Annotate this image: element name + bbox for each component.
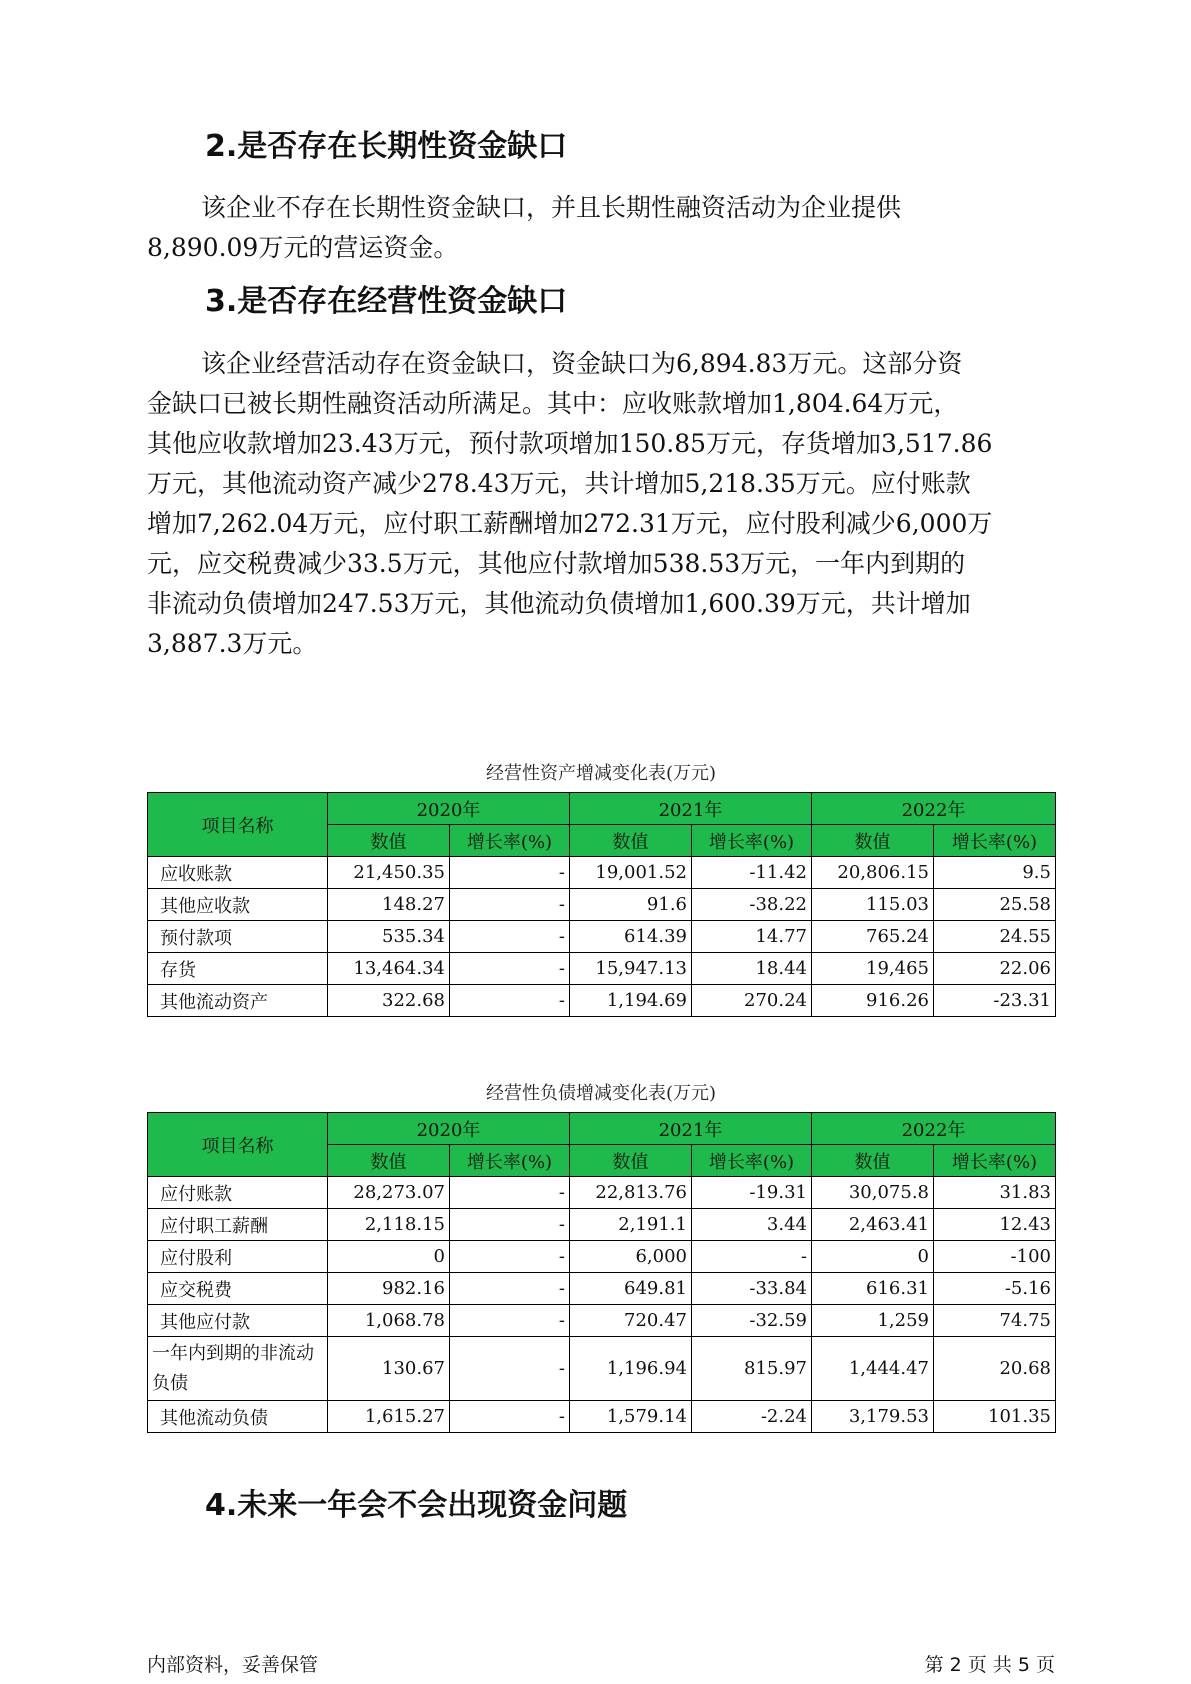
data-cell: 24.55 xyxy=(934,921,1056,953)
header-value: 数值 xyxy=(328,825,450,857)
data-cell: 322.68 xyxy=(328,985,450,1017)
data-cell: - xyxy=(450,1209,570,1241)
table-row xyxy=(148,889,1056,921)
paragraph-line: 该企业经营活动存在资金缺口，资金缺口为6,894.83万元。这部分资 xyxy=(201,349,963,378)
data-cell: - xyxy=(450,1337,570,1401)
data-cell: 1,194.69 xyxy=(570,985,692,1017)
assets-table xyxy=(147,792,1056,1017)
footer-page-number: 第 2 页 共 5 页 xyxy=(924,1654,1055,1676)
data-cell: -5.16 xyxy=(934,1273,1056,1305)
data-cell: -33.84 xyxy=(692,1273,812,1305)
row-label-cell: 应交税费 xyxy=(148,1273,328,1305)
data-cell: 28,273.07 xyxy=(328,1177,450,1209)
data-cell: 982.16 xyxy=(328,1273,450,1305)
data-cell: -38.22 xyxy=(692,889,812,921)
data-cell: 18.44 xyxy=(692,953,812,985)
data-cell: 6,000 xyxy=(570,1241,692,1273)
data-cell: 12.43 xyxy=(934,1209,1056,1241)
table-row xyxy=(148,953,1056,985)
section-3-paragraph xyxy=(147,344,1057,664)
header-value: 数值 xyxy=(812,1145,934,1177)
liabilities-table-caption: 经营性负债增减变化表(万元) xyxy=(485,1083,717,1104)
table-row xyxy=(148,1401,1056,1433)
header-growth: 增长率(%) xyxy=(934,825,1056,857)
data-cell: 616.31 xyxy=(812,1273,934,1305)
paragraph-line: 金缺口已被长期性融资活动所满足。其中：应收账款增加1,804.64万元， xyxy=(147,389,959,418)
header-item-name: 项目名称 xyxy=(148,1113,328,1177)
data-cell: 15,947.13 xyxy=(570,953,692,985)
data-cell: -23.31 xyxy=(934,985,1056,1017)
paragraph-line: 元，应交税费减少33.5万元，其他应付款增加538.53万元，一年内到期的 xyxy=(147,549,966,578)
header-growth: 增长率(%) xyxy=(450,1145,570,1177)
data-cell: 916.26 xyxy=(812,985,934,1017)
liabilities-table xyxy=(147,1112,1056,1433)
data-cell: -19.31 xyxy=(692,1177,812,1209)
data-cell: 148.27 xyxy=(328,889,450,921)
table-header-row xyxy=(148,1113,1056,1145)
data-cell: 614.39 xyxy=(570,921,692,953)
row-label-cell: 应付股利 xyxy=(148,1241,328,1273)
data-cell: -2.24 xyxy=(692,1401,812,1433)
data-cell: 22,813.76 xyxy=(570,1177,692,1209)
table-row xyxy=(148,857,1056,889)
table-row xyxy=(148,1305,1056,1337)
data-cell: 30,075.8 xyxy=(812,1177,934,1209)
row-label-cell: 其他应付款 xyxy=(148,1305,328,1337)
data-cell: 1,615.27 xyxy=(328,1401,450,1433)
header-year: 2020年 xyxy=(328,793,570,825)
data-cell: 20.68 xyxy=(934,1337,1056,1401)
data-cell: - xyxy=(450,1273,570,1305)
data-cell: 0 xyxy=(812,1241,934,1273)
row-label-cell: 应付职工薪酬 xyxy=(148,1209,328,1241)
data-cell: 1,579.14 xyxy=(570,1401,692,1433)
footer-confidential-note: 内部资料，妥善保管 xyxy=(147,1654,319,1676)
data-cell: 115.03 xyxy=(812,889,934,921)
paragraph-line: 8,890.09万元的营运资金。 xyxy=(147,233,459,262)
table-row xyxy=(148,985,1056,1017)
data-cell: 130.67 xyxy=(328,1337,450,1401)
paragraph-line: 其他应收款增加23.43万元，预付款项增加150.85万元，存货增加3,517.86 xyxy=(147,429,993,458)
header-growth: 增长率(%) xyxy=(934,1145,1056,1177)
data-cell: 1,259 xyxy=(812,1305,934,1337)
table-row xyxy=(148,1209,1056,1241)
table-row xyxy=(148,1177,1056,1209)
data-cell: -32.59 xyxy=(692,1305,812,1337)
section-2-heading: 2.是否存在长期性资金缺口 xyxy=(205,129,568,164)
header-year: 2020年 xyxy=(328,1113,570,1145)
row-label-cell: 存货 xyxy=(148,953,328,985)
paragraph-line: 该企业不存在长期性资金缺口，并且长期性融资活动为企业提供 xyxy=(201,193,902,222)
header-year: 2021年 xyxy=(570,793,812,825)
data-cell: - xyxy=(450,953,570,985)
assets-table-caption: 经营性资产增减变化表(万元) xyxy=(485,763,717,784)
header-value: 数值 xyxy=(570,825,692,857)
row-label-cell: 其他流动资产 xyxy=(148,985,328,1017)
data-cell: 815.97 xyxy=(692,1337,812,1401)
data-cell: - xyxy=(450,1241,570,1273)
data-cell: - xyxy=(450,857,570,889)
row-label-cell: 一年内到期的非流动负债 xyxy=(148,1337,328,1401)
data-cell: 1,196.94 xyxy=(570,1337,692,1401)
data-cell: 1,444.47 xyxy=(812,1337,934,1401)
data-cell: 270.24 xyxy=(692,985,812,1017)
data-cell: 22.06 xyxy=(934,953,1056,985)
header-growth: 增长率(%) xyxy=(450,825,570,857)
table-row xyxy=(148,1241,1056,1273)
data-cell: 720.47 xyxy=(570,1305,692,1337)
data-cell: 31.83 xyxy=(934,1177,1056,1209)
header-year: 2022年 xyxy=(812,793,1056,825)
paragraph-line: 非流动负债增加247.53万元，其他流动负债增加1,600.39万元，共计增加 xyxy=(147,589,971,618)
paragraph-line: 万元，其他流动资产减少278.43万元，共计增加5,218.35万元。应付账款 xyxy=(147,469,971,498)
section-2-paragraph xyxy=(147,188,1057,268)
header-year: 2021年 xyxy=(570,1113,812,1145)
row-label-cell: 其他流动负债 xyxy=(148,1401,328,1433)
data-cell: 74.75 xyxy=(934,1305,1056,1337)
data-cell: 13,464.34 xyxy=(328,953,450,985)
paragraph-line: 增加7,262.04万元，应付职工薪酬增加272.31万元，应付股利减少6,000万 xyxy=(147,509,993,538)
section-4-heading: 4.未来一年会不会出现资金问题 xyxy=(205,1488,628,1523)
data-cell: 0 xyxy=(328,1241,450,1273)
data-cell: - xyxy=(450,1305,570,1337)
data-cell: - xyxy=(692,1241,812,1273)
data-cell: - xyxy=(450,985,570,1017)
header-value: 数值 xyxy=(328,1145,450,1177)
header-growth: 增长率(%) xyxy=(692,1145,812,1177)
data-cell: 2,118.15 xyxy=(328,1209,450,1241)
data-cell: 649.81 xyxy=(570,1273,692,1305)
data-cell: -11.42 xyxy=(692,857,812,889)
data-cell: 3,179.53 xyxy=(812,1401,934,1433)
data-cell: - xyxy=(450,1177,570,1209)
header-value: 数值 xyxy=(570,1145,692,1177)
data-cell: -100 xyxy=(934,1241,1056,1273)
table-row xyxy=(148,1337,1056,1401)
header-year: 2022年 xyxy=(812,1113,1056,1145)
header-growth: 增长率(%) xyxy=(692,825,812,857)
row-label-cell: 应收账款 xyxy=(148,857,328,889)
data-cell: 14.77 xyxy=(692,921,812,953)
row-label-cell: 预付款项 xyxy=(148,921,328,953)
data-cell: 19,001.52 xyxy=(570,857,692,889)
table-row xyxy=(148,1273,1056,1305)
data-cell: 2,463.41 xyxy=(812,1209,934,1241)
header-item-name: 项目名称 xyxy=(148,793,328,857)
data-cell: 2,191.1 xyxy=(570,1209,692,1241)
data-cell: 3.44 xyxy=(692,1209,812,1241)
data-cell: 25.58 xyxy=(934,889,1056,921)
paragraph-line: 3,887.3万元。 xyxy=(147,629,318,658)
table-row xyxy=(148,921,1056,953)
row-label-cell: 应付账款 xyxy=(148,1177,328,1209)
data-cell: 19,465 xyxy=(812,953,934,985)
data-cell: 20,806.15 xyxy=(812,857,934,889)
data-cell: 535.34 xyxy=(328,921,450,953)
data-cell: 765.24 xyxy=(812,921,934,953)
data-cell: 101.35 xyxy=(934,1401,1056,1433)
data-cell: - xyxy=(450,889,570,921)
data-cell: - xyxy=(450,1401,570,1433)
data-cell: 21,450.35 xyxy=(328,857,450,889)
section-3-heading: 3.是否存在经营性资金缺口 xyxy=(205,284,568,319)
data-cell: 1,068.78 xyxy=(328,1305,450,1337)
table-header-row xyxy=(148,793,1056,825)
data-cell: 9.5 xyxy=(934,857,1056,889)
row-label-cell: 其他应收款 xyxy=(148,889,328,921)
header-value: 数值 xyxy=(812,825,934,857)
data-cell: 91.6 xyxy=(570,889,692,921)
data-cell: - xyxy=(450,921,570,953)
